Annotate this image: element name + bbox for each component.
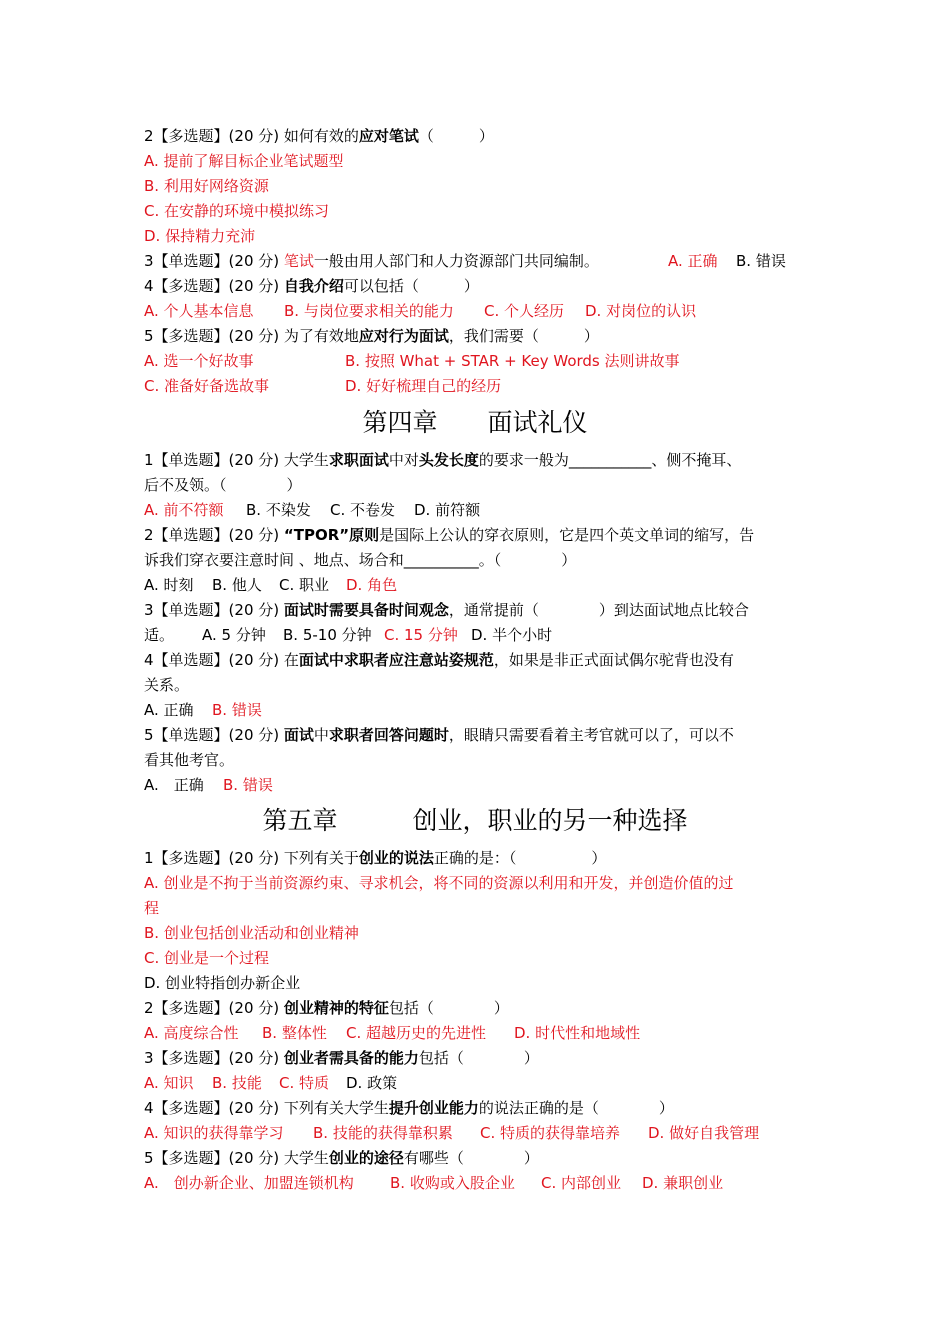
answer-option: B. 创业包括创业活动和创业精神 <box>144 924 359 942</box>
question-text: D. 前符额 <box>414 501 481 519</box>
question-text: 中对 <box>388 451 419 469</box>
question-text: 应对行为面试 <box>358 327 449 345</box>
answer-option: D. 兼职创业 <box>642 1174 724 1192</box>
question-text: 2【多选题】(20 分) <box>144 999 284 1017</box>
question-text: “TPOR”原则 <box>283 526 380 544</box>
answer-option: B. 技能 <box>212 1074 262 1092</box>
answer-option: C. 准备好备选故事 <box>144 377 270 395</box>
question-text: 3【多选题】(20 分) <box>144 1049 284 1067</box>
text-line <box>144 127 814 145</box>
text-line <box>144 1024 814 1042</box>
answer-option: 笔试 <box>283 252 314 270</box>
answer-option: B. 按照 What + STAR + Key Words 法则讲故事 <box>345 352 680 370</box>
question-text: 中 <box>313 726 329 744</box>
question-text: ，我们需要（ ） <box>448 327 599 345</box>
question-text: D. 半个小时 <box>471 626 553 644</box>
text-line <box>144 177 814 195</box>
question-text: 创业者需具备的能力 <box>283 1049 419 1067</box>
question-text: 面试中求职者应注意站姿规范 <box>298 651 494 669</box>
answer-option: D. 对岗位的认识 <box>585 302 697 320</box>
answer-option: B. 技能的获得靠积累 <box>313 1124 453 1142</box>
text-line <box>144 576 814 594</box>
answer-option: A. 正确 <box>668 252 718 270</box>
question-text: A. 正确 <box>144 776 204 794</box>
question-text: 1【单选题】(20 分) 大学生 <box>144 451 329 469</box>
text-line <box>144 676 814 694</box>
text-line <box>144 302 814 320</box>
text-line <box>144 626 814 644</box>
question-text: C. 不卷发 <box>330 501 396 519</box>
text-line <box>144 974 814 992</box>
answer-option: A. 个人基本信息 <box>144 302 254 320</box>
text-line <box>144 476 814 494</box>
answer-option: C. 15 分钟 <box>384 626 458 644</box>
question-text: ，通常提前（ ）到达面试地点比较合 <box>448 601 749 619</box>
text-line <box>144 949 814 967</box>
answer-option: A. 创业是不拘于当前资源约束、寻求机会，将不同的资源以利用和开发，并创造价值的过 <box>144 874 734 892</box>
question-text: 面试时需要具备时间观念 <box>283 601 449 619</box>
answer-option: B. 收购或入股企业 <box>390 1174 515 1192</box>
answer-option: C. 特质的获得靠培养 <box>480 1124 621 1142</box>
question-text: 有哪些（ ） <box>403 1149 539 1167</box>
question-text: A. 5 分钟 <box>202 626 266 644</box>
answer-option: C. 超越历史的先进性 <box>346 1024 487 1042</box>
question-text: A. 时刻 <box>144 576 194 594</box>
question-text: 后不及领。（ ） <box>144 476 302 494</box>
answer-option: A. 高度综合性 <box>144 1024 239 1042</box>
answer-option: D. 好好梳理自己的经历 <box>345 377 502 395</box>
text-line <box>144 227 814 245</box>
text-line <box>144 899 814 917</box>
answer-option: D. 保持精力充沛 <box>144 227 256 245</box>
question-text: 可以包括（ ） <box>343 277 479 295</box>
question-text: 5【多选题】(20 分) 为了有效地 <box>144 327 359 345</box>
answer-option: C. 个人经历 <box>484 302 565 320</box>
question-text: 适。 <box>144 626 175 644</box>
question-text: 包括（ ） <box>418 1049 539 1067</box>
question-text: 面试 <box>283 726 314 744</box>
text-line <box>144 352 814 370</box>
question-text: B. 错误 <box>736 252 786 270</box>
question-text: 正确的是：（ ） <box>433 849 607 867</box>
text-line <box>144 1124 814 1142</box>
text-line <box>144 152 814 170</box>
question-text: 的说法正确的是（ ） <box>478 1099 674 1117</box>
chapter-heading: 第五章 创业，职业的另一种选择 <box>262 806 688 835</box>
question-text: 4【单选题】(20 分) 在 <box>144 651 299 669</box>
text-line <box>144 601 814 619</box>
question-text: 一般由用人部门和人力资源部门共同编制。 <box>313 252 599 270</box>
text-line <box>144 252 814 270</box>
answer-option: A. 知识 <box>144 1074 194 1092</box>
question-text: 包括（ ） <box>388 999 509 1017</box>
question-text: 诉我们穿衣要注意时间 、地点、场合和__________。（ ） <box>144 551 577 569</box>
question-text: 关系。 <box>144 676 190 694</box>
text-line <box>144 1074 814 1092</box>
text-line <box>144 202 814 220</box>
text-line <box>144 526 814 544</box>
question-text: 头发长度 <box>418 451 479 469</box>
answer-option: A. 知识的获得靠学习 <box>144 1124 284 1142</box>
answer-option: B. 整体性 <box>262 1024 327 1042</box>
text-line <box>144 751 814 769</box>
text-line <box>144 726 814 744</box>
question-text: 4【多选题】(20 分) <box>144 277 284 295</box>
answer-option: D. 角色 <box>346 576 398 594</box>
text-line <box>144 999 814 1017</box>
question-text: 创业的途径 <box>328 1149 404 1167</box>
text-line <box>144 651 814 669</box>
question-text: 自我介绍 <box>283 277 344 295</box>
question-text: 提升创业能力 <box>388 1099 479 1117</box>
text-line <box>144 551 814 569</box>
question-text: 是国际上公认的穿衣原则，它是四个英文单词的缩写，告 <box>379 526 755 544</box>
answer-option: B. 利用好网络资源 <box>144 177 269 195</box>
question-text: A. 正确 <box>144 701 194 719</box>
question-text: （ ） <box>418 127 494 145</box>
text-line <box>144 327 814 345</box>
answer-option: B. 错误 <box>212 701 262 719</box>
question-text: 5【多选题】(20 分) 大学生 <box>144 1149 329 1167</box>
text-line <box>144 451 814 469</box>
text-line <box>144 1099 814 1117</box>
question-text: ，眼睛只需要看着主考官就可以了，可以不 <box>448 726 734 744</box>
text-line <box>144 1049 814 1067</box>
question-text: 1【多选题】(20 分) 下列有关于 <box>144 849 359 867</box>
question-text: D. 政策 <box>346 1074 398 1092</box>
answer-option: B. 错误 <box>223 776 273 794</box>
answer-option: A. 创办新企业、加盟连锁机构 <box>144 1174 354 1192</box>
question-text: B. 他人 <box>212 576 262 594</box>
question-text: 2【单选题】(20 分) <box>144 526 284 544</box>
question-text: 看其他考官。 <box>144 751 235 769</box>
text-line <box>144 924 814 942</box>
answer-option: C. 特质 <box>279 1074 330 1092</box>
text-line <box>144 377 814 395</box>
answer-option: C. 创业是一个过程 <box>144 949 270 967</box>
answer-option: 程 <box>144 899 160 917</box>
question-text: D. 创业特指创办新企业 <box>144 974 301 992</box>
text-line <box>144 1149 814 1167</box>
answer-option: A. 提前了解目标企业笔试题型 <box>144 152 344 170</box>
question-text: B. 不染发 <box>246 501 311 519</box>
text-line <box>144 277 814 295</box>
question-text: 3【单选题】(20 分) <box>144 252 284 270</box>
answer-option: A. 前不符额 <box>144 501 224 519</box>
text-line <box>144 501 814 519</box>
question-text: 5【单选题】(20 分) <box>144 726 284 744</box>
answer-option: C. 内部创业 <box>541 1174 622 1192</box>
text-line <box>144 874 814 892</box>
question-text: ，如果是非正式面试偶尔驼背也没有 <box>493 651 734 669</box>
answer-option: D. 做好自我管理 <box>648 1124 760 1142</box>
text-line <box>144 776 814 794</box>
answer-option: A. 选一个好故事 <box>144 352 254 370</box>
question-text: 4【多选题】(20 分) 下列有关大学生 <box>144 1099 389 1117</box>
text-line <box>144 849 814 867</box>
chapter-heading: 第四章 面试礼仪 <box>362 408 588 437</box>
text-line <box>144 701 814 719</box>
question-text: 3【单选题】(20 分) <box>144 601 284 619</box>
question-text: 2【多选题】(20 分) 如何有效的 <box>144 127 359 145</box>
answer-option: B. 与岗位要求相关的能力 <box>284 302 454 320</box>
answer-option: C. 在安静的环境中模拟练习 <box>144 202 330 220</box>
text-line <box>144 1174 814 1192</box>
question-text: 的要求一般为___________、侧不掩耳、 <box>478 451 742 469</box>
question-text: 创业精神的特征 <box>283 999 389 1017</box>
question-text: 创业的说法 <box>358 849 434 867</box>
question-text: B. 5-10 分钟 <box>283 626 372 644</box>
question-text: 求职者回答问题时 <box>328 726 449 744</box>
answer-option: D. 时代性和地域性 <box>514 1024 641 1042</box>
question-text: C. 职业 <box>279 576 330 594</box>
question-text: 求职面试 <box>328 451 389 469</box>
question-text: 应对笔试 <box>358 127 419 145</box>
